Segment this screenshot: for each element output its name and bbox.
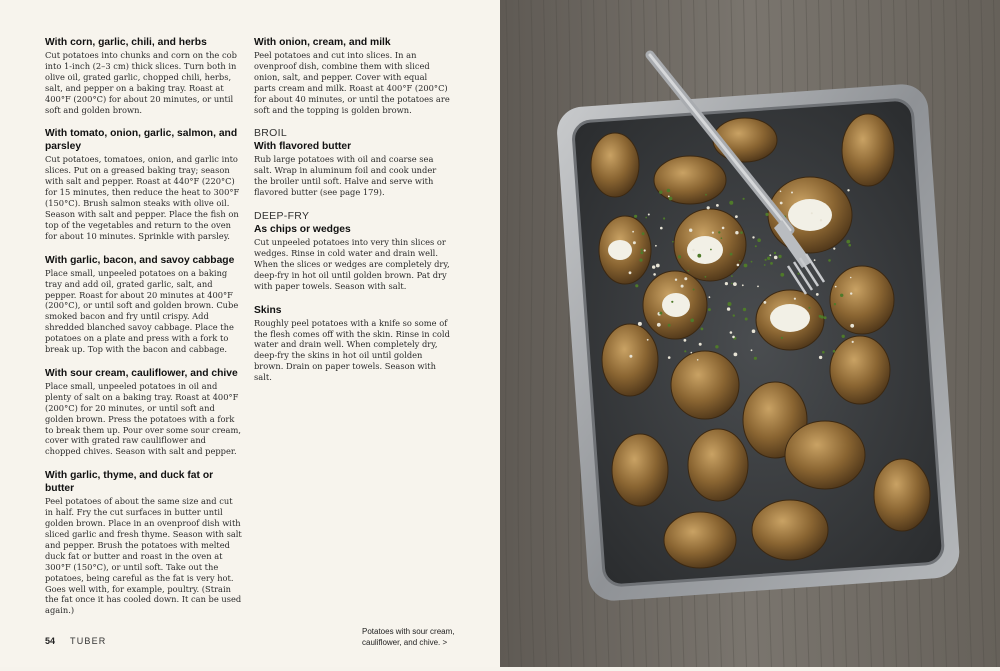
garnish-speck: [699, 343, 702, 346]
garnish-speck: [774, 252, 776, 254]
recipe-title: With tomato, onion, garlic, salmon, and parsley: [45, 128, 238, 153]
garnish-speck: [744, 264, 748, 268]
garnish-speck: [692, 249, 694, 251]
garnish-speck: [668, 196, 670, 198]
roast-potato: [785, 421, 865, 489]
garnish-speck: [715, 345, 718, 348]
running-section: TUBER: [70, 636, 107, 646]
sour-cream-dollop: [608, 240, 632, 260]
recipe-broil: [254, 127, 450, 198]
garnish-speck: [814, 259, 816, 261]
garnish-speck: [770, 262, 773, 265]
garnish-speck: [687, 270, 689, 272]
roast-potato: [612, 434, 668, 506]
garnish-speck: [647, 339, 649, 341]
recipe-bacon-cabbage: [45, 254, 243, 355]
garnish-speck: [735, 231, 738, 234]
garnish-speck: [663, 217, 665, 219]
roast-potato: [752, 500, 828, 560]
garnish-speck: [765, 259, 767, 261]
garnish-speck: [684, 277, 687, 280]
recipe-title: With garlic, bacon, and savoy cabbage: [45, 254, 235, 266]
garnish-speck: [701, 328, 704, 331]
recipe-body: Place small, unpeeled potatoes in oil and plenty of salt on a baking tray. Roast at 400°F (200°C) for 20 minutes, or until soft and golden brown. Press the potatoes with a fork to break them up. Pour over some sour cream, cover with grated raw cauliflower and chopped chives. Season with salt and pepper.: [45, 380, 242, 457]
photo-caption: Potatoes with sour cream, cauliflower, and chive. >: [362, 627, 455, 647]
recipe-title: With sour cream, cauliflower, and chive: [45, 367, 238, 379]
recipe-body: Peel potatoes and cut into slices. In an ovenproof dish, combine them with sliced onion, salt, and pepper. Cover with equal parts cream and milk. Roast at 400°F (200°C) for about 40 minutes, or until the potatoes are soft and the topping is golden brown.: [254, 50, 450, 115]
garnish-speck: [731, 275, 733, 277]
garnish-speck: [769, 254, 771, 256]
garnish-speck: [705, 276, 707, 278]
garnish-speck: [708, 308, 711, 311]
garnish-speck: [638, 322, 642, 326]
garnish-speck: [733, 314, 735, 316]
garnish-speck: [671, 301, 673, 303]
recipe-title: With onion, cream, and milk: [254, 37, 391, 48]
garnish-speck: [681, 285, 684, 288]
garnish-speck: [648, 214, 650, 216]
garnish-speck: [684, 339, 687, 342]
garnish-speck: [781, 337, 783, 339]
photo-illustration: [500, 0, 1000, 667]
garnish-speck: [751, 349, 753, 351]
garnish-speck: [722, 227, 725, 230]
garnish-speck: [678, 255, 681, 258]
garnish-speck: [652, 265, 655, 268]
garnish-speck: [755, 245, 757, 247]
recipe-body: Roughly peel potatoes with a knife so some of the flesh comes off with the skin. Rinse in cold water and drain well. When completely dry, deep-fry the skins in hot oil until golden brown. Drain on paper towels. Season with salt.: [254, 317, 450, 383]
garnish-speck: [780, 202, 783, 205]
garnish-speck: [725, 282, 728, 285]
garnish-speck: [657, 323, 661, 327]
garnish-speck: [668, 324, 671, 327]
roast-potato: [874, 459, 930, 531]
garnish-speck: [705, 194, 707, 196]
garnish-speck: [634, 215, 637, 218]
recipe-title: With corn, garlic, chili, and herbs: [45, 37, 207, 48]
roast-potato: [830, 266, 894, 334]
garnish-speck: [633, 241, 636, 244]
garnish-speck: [842, 335, 845, 338]
garnish-speck: [820, 219, 822, 221]
garnish-speck: [834, 303, 836, 305]
garnish-speck: [846, 240, 850, 244]
garnish-speck: [765, 213, 768, 216]
sour-cream-dollop: [770, 304, 810, 332]
garnish-speck: [752, 236, 754, 238]
garnish-speck: [629, 355, 632, 358]
garnish-speck: [645, 217, 647, 219]
garnish-speck: [635, 284, 638, 287]
garnish-speck: [653, 273, 656, 276]
garnish-speck: [751, 261, 753, 263]
garnish-speck: [778, 255, 781, 258]
garnish-speck: [728, 302, 732, 306]
garnish-speck: [808, 307, 810, 309]
garnish-speck: [791, 192, 793, 194]
garnish-speck: [767, 257, 770, 260]
garnish-speck: [840, 294, 843, 297]
recipe-body: Place small, unpeeled potatoes on a baking tray and add oil, grated garlic, salt, and pepper. Roast for about 20 minutes at 400°F (200°C), or until soft and golden brown. Cube smoked bacon and fry until crispy. Add shredded blanched savoy cabbage. Place the potatoes on a plate and press with a fork to break up. Top with the bacon and cabbage.: [45, 267, 239, 355]
recipe-column-1: [45, 36, 243, 628]
garnish-speck: [690, 319, 694, 323]
recipe-body: Cut potatoes, tomatoes, onion, and garlic into slices. Put on a greased baking tray; season with salt and pepper. Roast at 440°F (220°C) for 15 minutes, then reduce the heat to 300°F (150°C). Brush salmon steaks with olive oil. Season with salt and pepper. Place the fish on top of the vegetables and return to the oven for about 10 minutes. Sprinkle with parsley.: [45, 154, 240, 241]
roast-potato: [664, 512, 736, 568]
garnish-speck: [752, 329, 756, 333]
garnish-speck: [847, 189, 849, 191]
garnish-speck: [852, 341, 854, 343]
garnish-speck: [689, 229, 692, 232]
page-number: 54: [45, 636, 56, 646]
garnish-speck: [667, 189, 671, 193]
garnish-speck: [774, 256, 778, 260]
recipe-body: Cut unpeeled potatoes into very thin slices or wedges. Rinse in cold water and drain well. When the slices or wedges are completely dry, deep-fry in hot oil until golden brown. Pat dry with paper towels. Season with salt.: [254, 237, 450, 291]
garnish-speck: [848, 244, 851, 247]
garnish-speck: [641, 251, 644, 254]
garnish-speck: [632, 231, 634, 233]
garnish-speck: [794, 298, 796, 300]
garnish-speck: [707, 206, 710, 209]
garnish-speck: [730, 253, 733, 256]
garnish-speck: [754, 357, 757, 360]
roast-potato: [591, 133, 639, 197]
garnish-speck: [718, 231, 720, 233]
garnish-speck: [824, 316, 827, 319]
garnish-speck: [730, 331, 733, 334]
garnish-speck: [780, 191, 782, 193]
garnish-speck: [691, 352, 693, 354]
garnish-speck: [732, 336, 735, 339]
recipe-body: Peel potatoes of about the same size and cut in half. Fry the cut surfaces in butter until golden brown. Place in an ovenproof dish with sliced garlic and fresh thyme. Season with salt and pepper. Brush the potatoes with melted duck fat or butter and roast in the oven at 300°F (150°C), or until soft. Take out the potatoes, being careful as the fat is very hot. Goes well with, for example, poultry. (Strain the fat once it has cooled down. It can be used again.): [45, 496, 242, 616]
sour-cream-dollop: [662, 293, 690, 317]
garnish-speck: [693, 289, 695, 291]
roast-potato: [842, 114, 894, 186]
garnish-speck: [835, 286, 837, 288]
garnish-speck: [816, 293, 819, 296]
roast-potato: [654, 156, 726, 204]
garnish-speck: [734, 353, 738, 357]
recipe-title: Skins: [254, 304, 282, 316]
garnish-speck: [644, 249, 646, 251]
garnish-speck: [710, 249, 712, 251]
garnish-speck: [819, 356, 822, 359]
garnish-speck: [639, 259, 642, 262]
garnish-speck: [642, 232, 645, 235]
recipe-body: Rub large potatoes with oil and coarse sea salt. Wrap in aluminum foil and cook under the broiler until soft. Halve and serve with flavored butter (see page 179).: [254, 154, 437, 198]
recipe-onion-cream: [254, 36, 450, 115]
garnish-speck: [745, 318, 748, 321]
garnish-speck: [739, 260, 741, 262]
garnish-speck: [764, 301, 767, 304]
garnish-speck: [737, 264, 740, 267]
garnish-speck: [780, 273, 784, 277]
recipe-duck-fat: [45, 469, 243, 616]
garnish-speck: [743, 198, 745, 200]
recipe-column-2: [254, 36, 450, 395]
garnish-speck: [672, 241, 674, 243]
garnish-speck: [660, 227, 663, 230]
sour-cream-dollop: [788, 199, 832, 231]
roast-potato: [830, 336, 890, 404]
garnish-speck: [757, 238, 761, 242]
garnish-speck: [822, 351, 825, 354]
garnish-speck: [659, 191, 662, 194]
garnish-speck: [641, 249, 643, 251]
garnish-speck: [797, 273, 799, 275]
garnish-speck: [727, 307, 730, 310]
garnish-speck: [697, 359, 699, 361]
garnish-speck: [709, 296, 711, 298]
garnish-speck: [655, 245, 657, 247]
recipe-title: With flavored butter: [254, 141, 352, 153]
garnish-speck: [656, 264, 660, 268]
garnish-speck: [821, 315, 824, 318]
garnish-speck: [811, 212, 813, 214]
garnish-speck: [733, 282, 737, 286]
recipe-title: As chips or wedges: [254, 224, 351, 236]
garnish-speck: [668, 356, 671, 359]
garnish-speck: [850, 292, 852, 294]
method-kicker: BROIL: [254, 127, 288, 140]
garnish-speck: [697, 254, 701, 258]
potato-tray-photo: [500, 0, 1000, 667]
recipe-deep-fry: [254, 210, 450, 292]
garnish-speck: [764, 264, 766, 266]
recipe-title: With garlic, thyme, and duck fat or butter: [45, 470, 214, 495]
method-kicker: DEEP-FRY: [254, 210, 310, 223]
recipe-skins: [254, 304, 450, 383]
roast-potato: [602, 324, 658, 396]
garnish-speck: [833, 350, 836, 353]
garnish-speck: [833, 248, 835, 250]
recipe-sour-cream: [45, 367, 243, 457]
garnish-speck: [731, 283, 733, 285]
garnish-speck: [721, 237, 723, 239]
garnish-speck: [675, 279, 677, 281]
garnish-speck: [742, 284, 744, 286]
garnish-speck: [743, 308, 746, 311]
garnish-speck: [712, 232, 714, 234]
garnish-speck: [740, 231, 743, 234]
garnish-speck: [828, 259, 831, 262]
garnish-speck: [684, 350, 686, 352]
garnish-speck: [729, 201, 733, 205]
roast-potato: [688, 429, 748, 501]
garnish-speck: [757, 286, 759, 288]
garnish-speck: [850, 277, 852, 279]
left-page: [0, 0, 500, 667]
recipe-tomato-salmon: [45, 127, 243, 241]
garnish-speck: [629, 271, 632, 274]
garnish-speck: [716, 204, 719, 207]
recipe-corn: [45, 36, 243, 115]
garnish-speck: [735, 215, 738, 218]
garnish-speck: [659, 312, 662, 315]
roast-potato: [671, 351, 739, 419]
garnish-speck: [850, 324, 854, 328]
recipe-body: Cut potatoes into chunks and corn on the cob into 1-inch (2–3 cm) thick slices. Turn both in olive oil, grated garlic, chopped chili, herbs, salt, and pepper on a baking tray. Roast at 400°F (200°C) for about 20 minutes, or until soft and golden brown.: [45, 50, 237, 115]
